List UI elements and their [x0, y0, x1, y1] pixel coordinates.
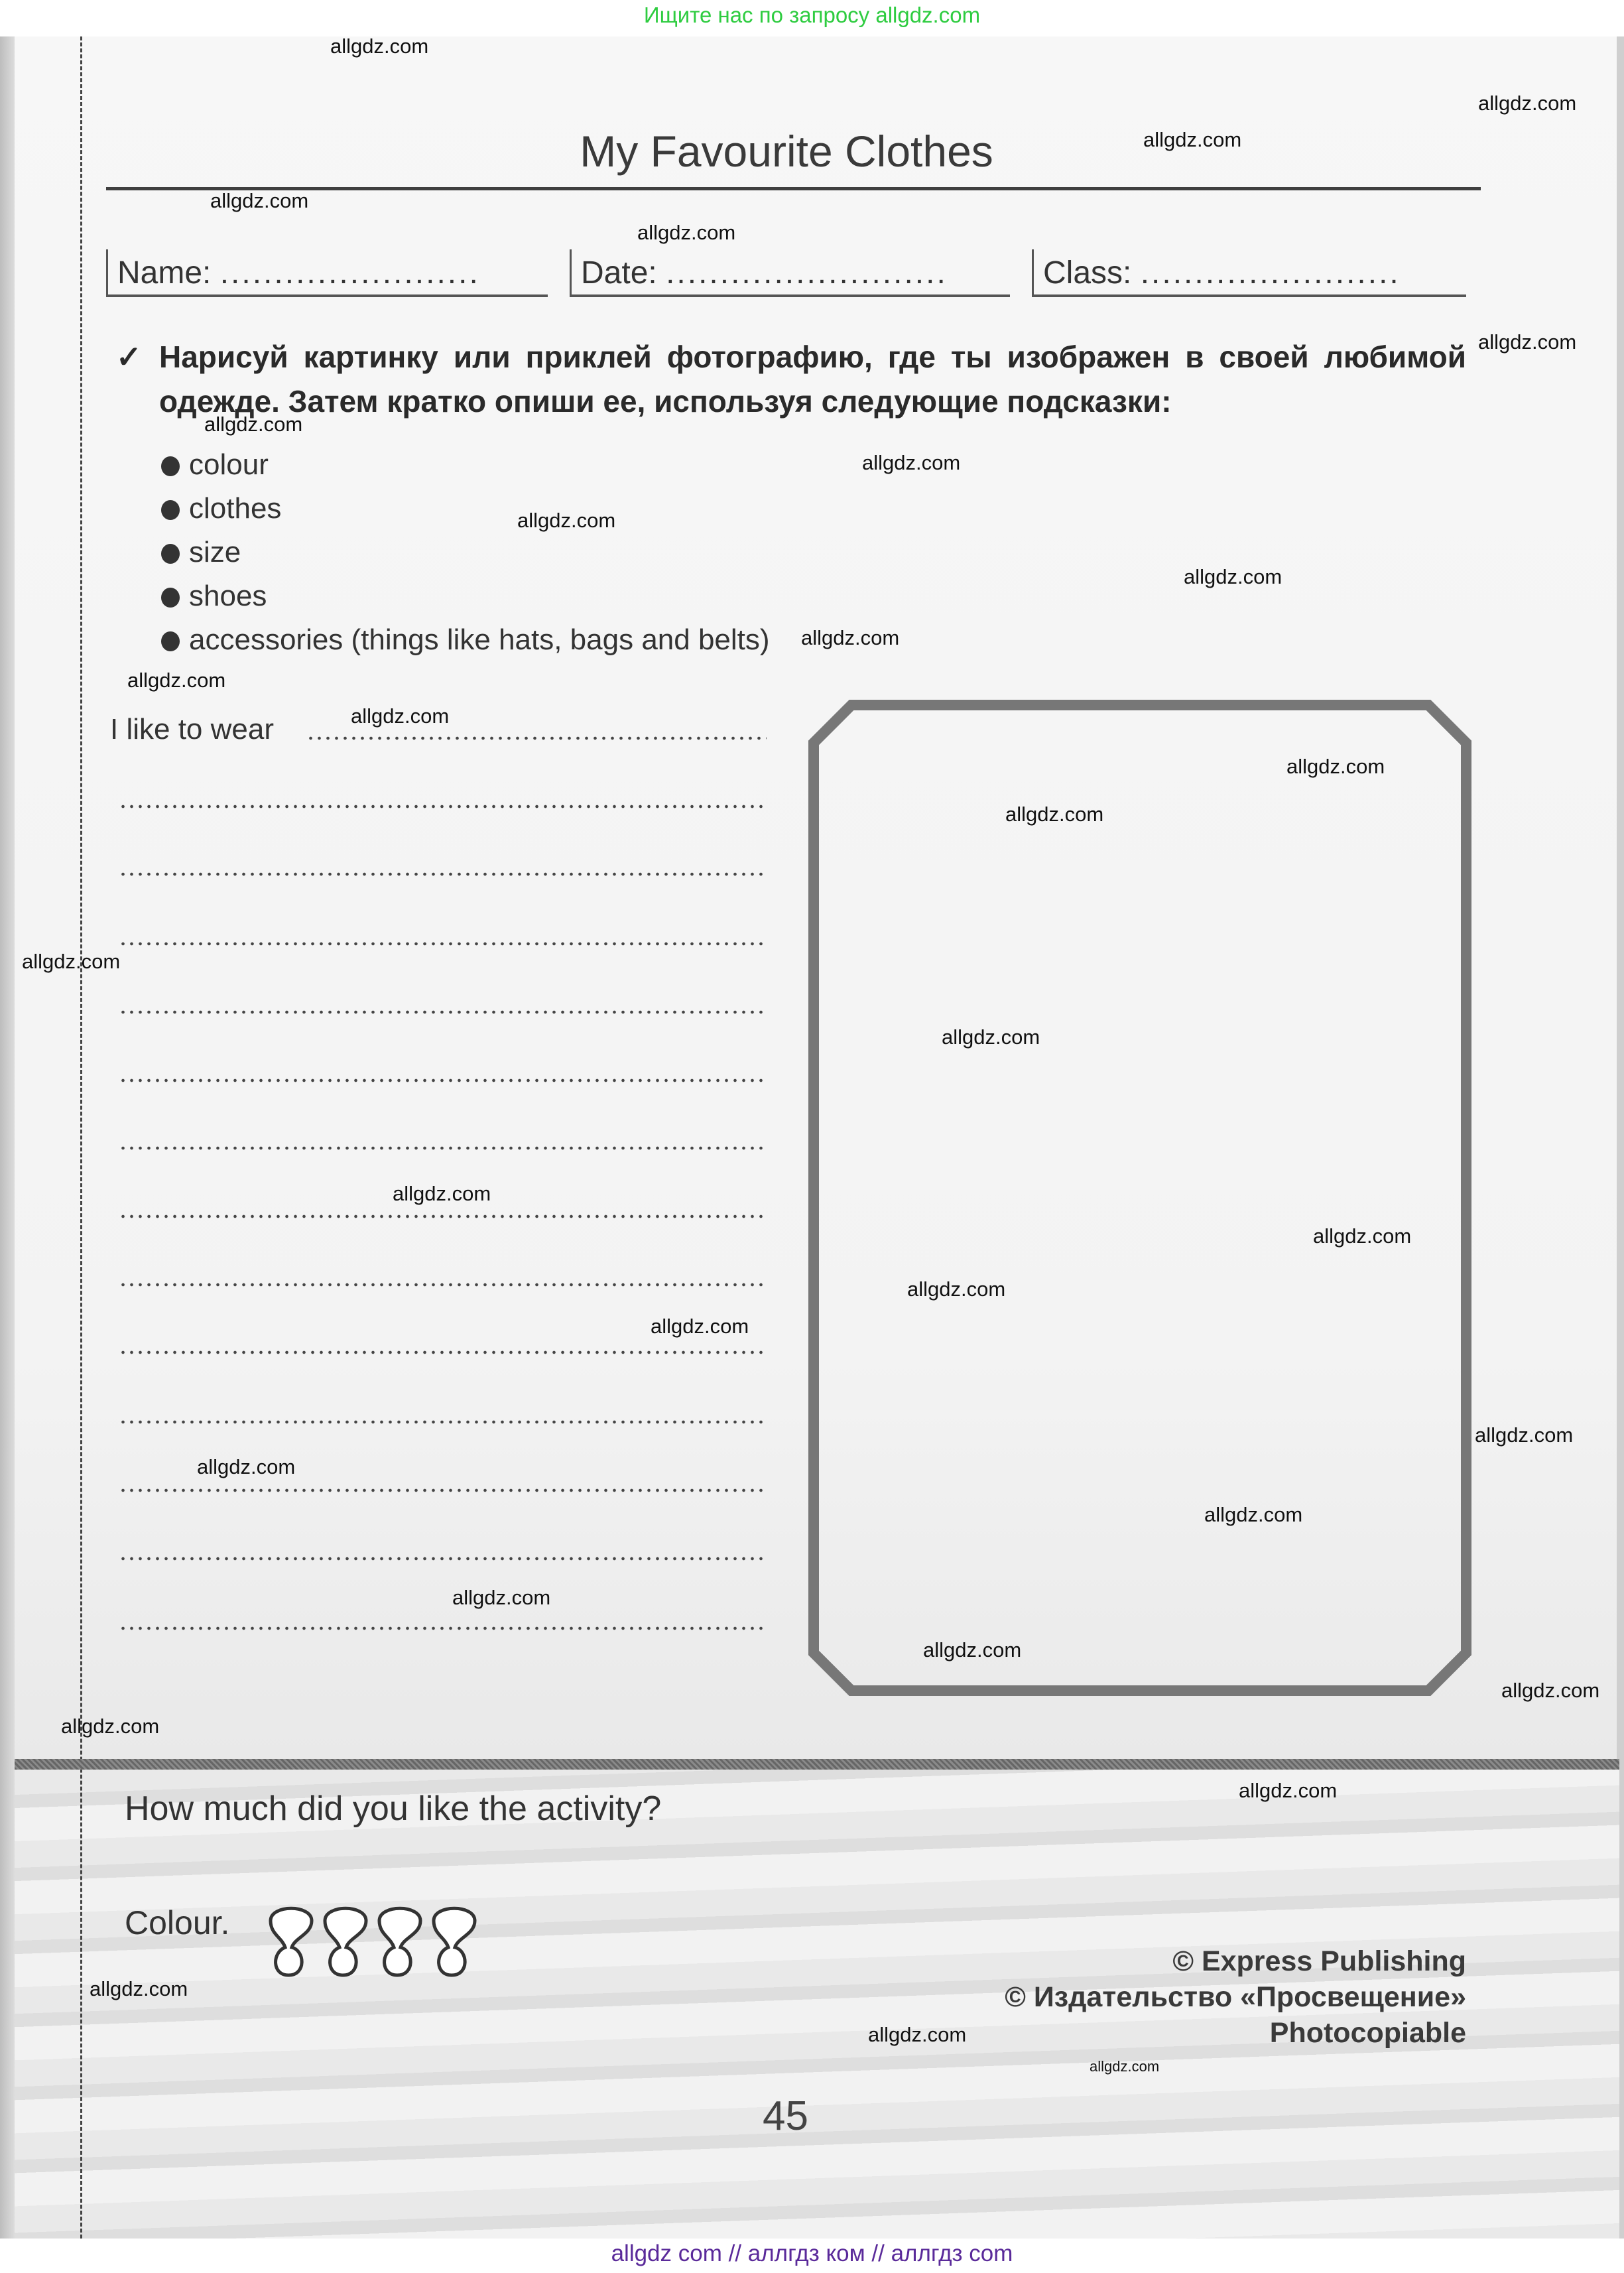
- watermark: allgdz.com: [862, 451, 961, 474]
- watermark: allgdz.com: [801, 626, 900, 649]
- hint-label: shoes: [189, 580, 267, 612]
- footer-links[interactable]: allgdz com // аллгдз ком // аллгдз com: [611, 2241, 1013, 2266]
- watermark: allgdz.com: [1501, 1679, 1600, 1702]
- watermark: allgdz.com: [127, 669, 226, 692]
- watermark: allgdz.com: [1478, 330, 1577, 354]
- class-label: Class:: [1043, 255, 1132, 291]
- page-binding-shadow: [0, 36, 15, 2239]
- watermark: allgdz.com: [61, 1715, 160, 1738]
- hint-label: clothes: [189, 492, 282, 525]
- writing-line[interactable]: [119, 1214, 767, 1218]
- page-number: 45: [763, 2093, 808, 2139]
- instruction-text: Нарисуй картинку или приклей фотографию, где ты изображен в своей любимой одежде. Затем кратко опиши ее, используя следующие подсказки:: [159, 340, 1466, 419]
- writing-line[interactable]: [119, 1557, 767, 1561]
- watermark: allgdz.com: [1090, 2058, 1160, 2075]
- watermark: allgdz.com: [22, 950, 121, 973]
- watermark: allgdz.com: [197, 1455, 296, 1478]
- cut-line: [80, 36, 82, 2239]
- writing-line[interactable]: [306, 736, 767, 740]
- class-input[interactable]: ........................: [1140, 255, 1401, 291]
- name-label: Name:: [117, 255, 212, 291]
- watermark: allgdz.com: [517, 509, 616, 532]
- photocopiable-label: Photocopiable: [1269, 2017, 1466, 2049]
- name-field[interactable]: [106, 249, 548, 297]
- writing-prompt: I like to wear: [110, 713, 274, 746]
- rating-icon[interactable]: [379, 1908, 420, 1975]
- bullet-icon: [161, 588, 180, 608]
- watermark: allgdz.com: [1478, 92, 1577, 115]
- search-banner[interactable]: Ищите нас по запросу allgdz.com: [643, 3, 981, 27]
- rating-icons: [265, 1901, 484, 1981]
- writing-line[interactable]: [119, 1488, 767, 1492]
- feedback-question: How much did you like the activity?: [125, 1789, 662, 1828]
- watermark: allgdz.com: [1005, 803, 1104, 826]
- writing-line[interactable]: [119, 1146, 767, 1150]
- copyright-line: © Express Publishing: [1172, 1945, 1466, 1977]
- rating-icon[interactable]: [325, 1908, 366, 1975]
- watermark: allgdz.com: [868, 2023, 967, 2046]
- watermark: allgdz.com: [1239, 1779, 1338, 1802]
- watermark: allgdz.com: [637, 221, 736, 244]
- hint-item: [161, 448, 269, 482]
- bullet-icon: [161, 544, 180, 564]
- title-divider: [106, 187, 1481, 190]
- colour-instruction: Colour.: [125, 1904, 230, 1941]
- hint-item: [161, 536, 241, 569]
- hint-label: size: [189, 536, 241, 568]
- writing-line[interactable]: [119, 942, 767, 946]
- writing-line[interactable]: [119, 1010, 767, 1014]
- writing-line[interactable]: [119, 1420, 767, 1424]
- checkmark-icon: ✓: [116, 340, 142, 374]
- watermark: allgdz.com: [1204, 1503, 1303, 1526]
- watermark: allgdz.com: [942, 1025, 1040, 1049]
- watermark: allgdz.com: [1313, 1224, 1412, 1248]
- watermark: allgdz.com: [923, 1638, 1022, 1661]
- watermark: allgdz.com: [90, 1977, 188, 2000]
- writing-line[interactable]: [119, 1350, 767, 1354]
- copyright-line: © Издательство «Просвещение»: [1005, 1981, 1466, 2013]
- watermark: allgdz.com: [204, 413, 303, 436]
- page-title: My Favourite Clothes: [580, 127, 993, 176]
- watermark: allgdz.com: [1184, 565, 1282, 588]
- date-field[interactable]: [570, 249, 1010, 297]
- hint-item: [161, 623, 770, 657]
- date-label: Date:: [581, 255, 657, 291]
- bullet-icon: [161, 500, 180, 520]
- rating-icon[interactable]: [271, 1908, 312, 1975]
- hint-label: accessories (things like hats, bags and belts): [189, 623, 770, 656]
- class-field[interactable]: [1032, 249, 1466, 297]
- watermark: allgdz.com: [393, 1182, 491, 1205]
- writing-line[interactable]: [119, 1283, 767, 1287]
- watermark: allgdz.com: [1143, 128, 1242, 151]
- watermark: allgdz.com: [1475, 1423, 1574, 1447]
- instruction: [116, 335, 1466, 424]
- watermark: allgdz.com: [907, 1277, 1006, 1301]
- watermark: allgdz.com: [1286, 755, 1385, 778]
- section-divider: [15, 1759, 1619, 1770]
- bullet-icon: [161, 631, 180, 651]
- watermark: allgdz.com: [330, 34, 429, 58]
- watermark: allgdz.com: [452, 1586, 551, 1609]
- rating-icon[interactable]: [434, 1908, 475, 1975]
- bullet-icon: [161, 456, 180, 476]
- date-input[interactable]: ..........................: [666, 255, 948, 291]
- watermark: allgdz.com: [210, 189, 309, 212]
- watermark: allgdz.com: [351, 704, 450, 728]
- writing-line[interactable]: [119, 805, 767, 809]
- name-input[interactable]: ........................: [219, 255, 480, 291]
- watermark: allgdz.com: [651, 1315, 749, 1338]
- writing-line[interactable]: [119, 1626, 767, 1630]
- hint-label: colour: [189, 448, 269, 481]
- writing-line[interactable]: [119, 872, 767, 876]
- hint-item: [161, 580, 267, 613]
- hint-item: [161, 492, 281, 525]
- picture-frame[interactable]: [808, 700, 1471, 1696]
- writing-line[interactable]: [119, 1078, 767, 1082]
